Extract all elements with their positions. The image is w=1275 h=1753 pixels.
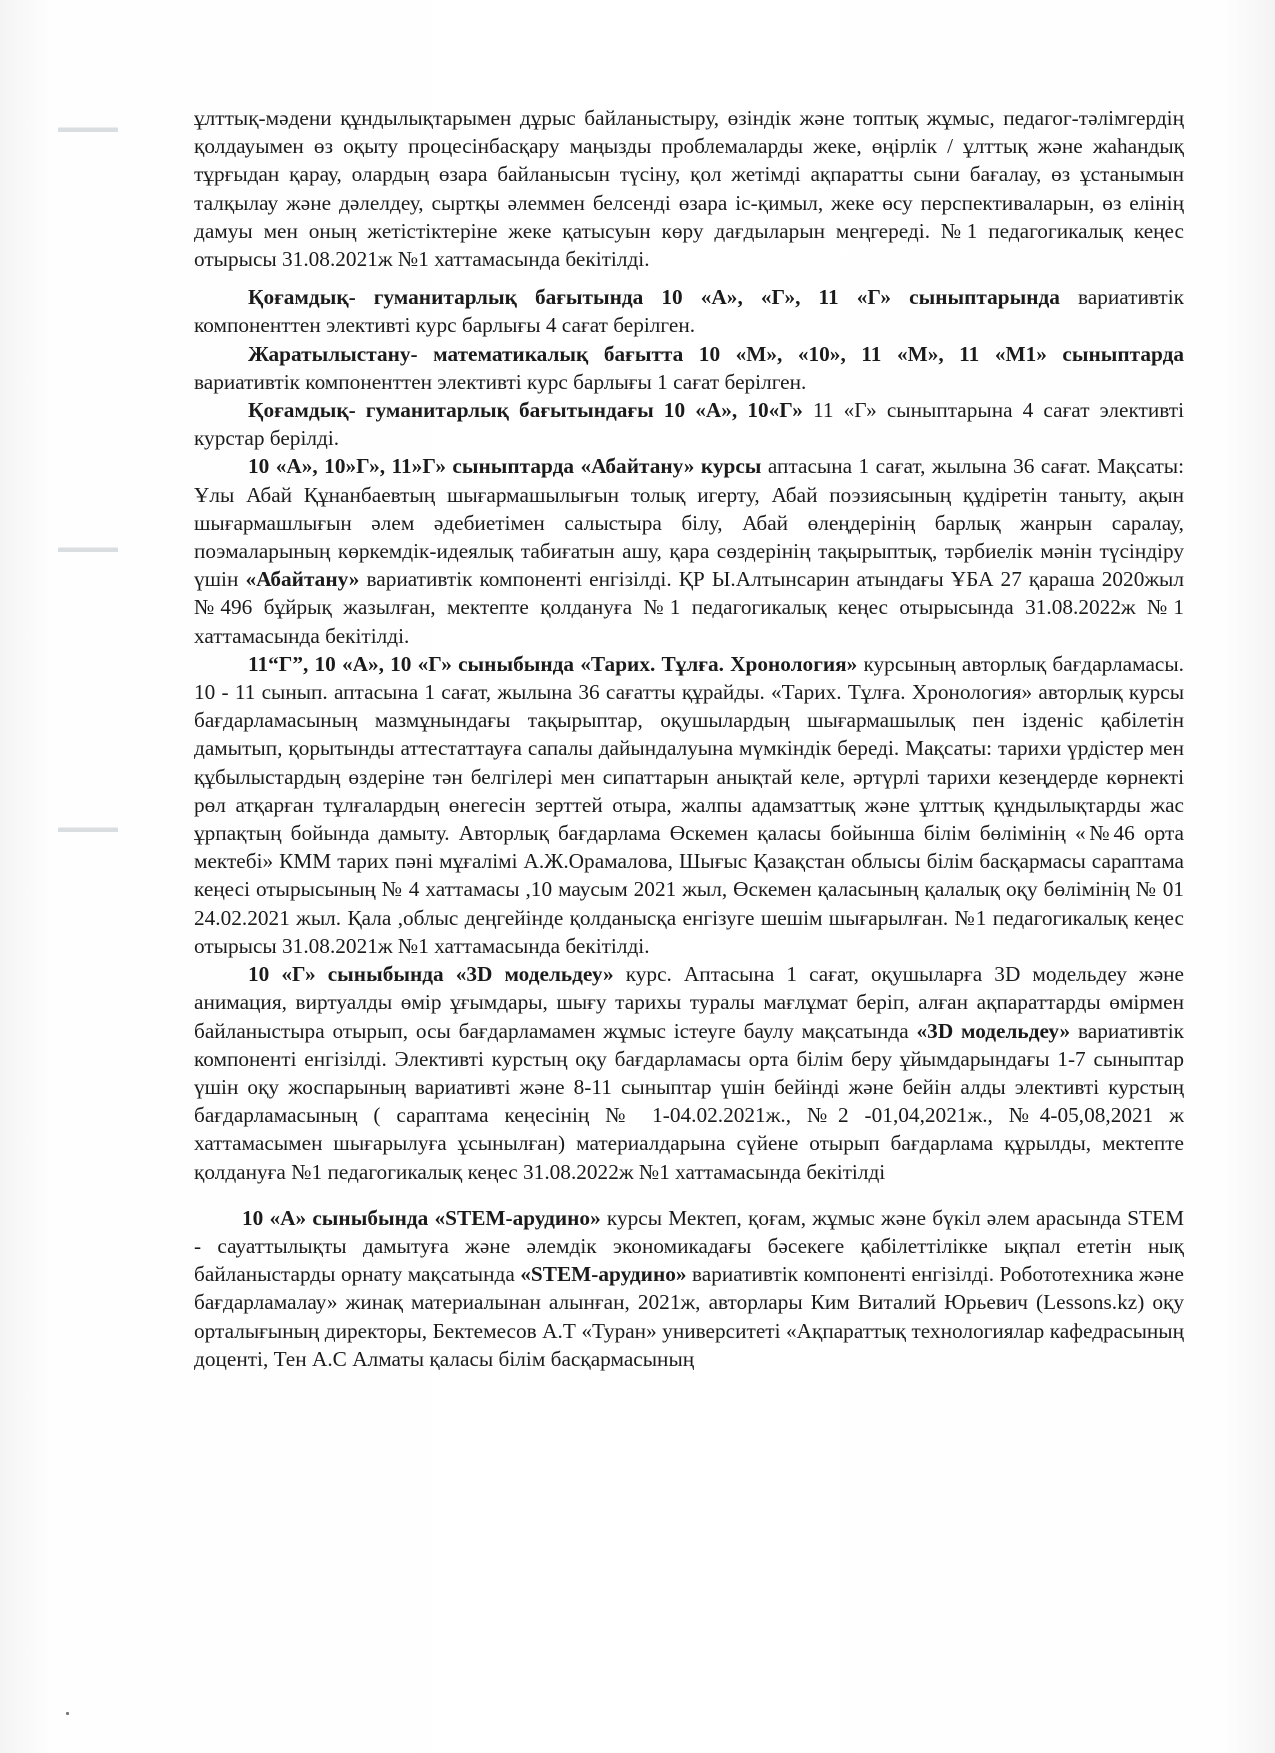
scan-speck — [66, 1712, 69, 1715]
paragraph-history-course — [194, 650, 1184, 960]
paragraph-abaitanu-course — [194, 452, 1184, 649]
paragraph-science-direction — [194, 340, 1184, 396]
text-run-bold: «3D модельдеу» — [916, 1018, 1071, 1043]
text-run: вариативтік компоненті енгізілді. Элективті курстың оқу бағдарламасы орта білім беру ұйымдарындағы 1-7 сыныптар үшін оқу жоспарының вариативті және 8-11 сыныптар үшін бейінді және бейін алды элективті курстың бағдарламасының ( сараптама кеңесінің № 1-04.02.2021ж., №2 -01,04,2021ж., №4-05,08,2021 ж хаттамасымен шығарылуға ұсынылған) материалдарына сүйене отырып бағдарлама құрылды, мектепте қолдануға №1 педагогикалық кеңес 31.08.2022ж №1 хаттамасында бекітілді — [194, 1018, 1184, 1184]
text-run: вариативтік компоненті енгізілді. ҚР Ы.Алтынсарин атындағы ҰБА 27 қараша 2020жыл №496 бұйрық жазылған, мектепте қолдануға №1 педагогикалық кеңес отырысында 31.08.2022ж №1 хаттамасында бекітілді. — [194, 567, 1184, 648]
text-run-bold: «Абайтану» — [245, 567, 360, 592]
text-run-bold: 10 «Г» сыныбында «3D модельдеу» — [248, 962, 614, 987]
bleed-through-marks: ▬▬▬▬ — [58, 120, 118, 136]
text-run-bold: Жаратылыстану- математикалық бағытта 10 «М», «10», 11 «М», 11 «М1» сыныптарда — [248, 341, 1184, 366]
paragraph-stem-arduino-course — [194, 1204, 1184, 1373]
text-run: вариативтік компоненті енгізілді. Робототехника және бағдарламалау» жинақ материалынан алынған, 2021ж, авторлары Ким Виталий Юрьевич (Lessons.kz) оқу орталығының директоры, Бектемесов А.Т «Туран» университеті «Ақпараттық технологиялар кафедрасының доценті, Тен А.С Алматы қаласы білім басқармасының — [194, 1262, 1185, 1371]
text-run: аптасына 1 сағат, жылына 36 сағат. Мақсаты: Ұлы Абай Құнанбаевтың шығармашылығын толық игерту, Абай поэзиясының құдіретін таныту, ақын шығармашлығын әлем әдебиетімен салыстыра білу, Абай өлеңдерінің барлық жанрын саралау, поэмаларының көркемдік-идеялық табиғатын ашу, қара сөздерінің тақырыптық, тәрбиелік мәнін түсіндіру үшін — [194, 454, 1184, 592]
text-run-bold: 10 «А», 10»Г», 11»Г» сыныптарда «Абайтану» курсы — [248, 454, 762, 479]
text-run: вариативтік компоненттен элективті курс барлығы 1 сағат берілген. — [194, 369, 807, 394]
bleed-through-marks: ▬▬▬▬ — [58, 820, 118, 836]
text-run: ұлттық-мәдени құндылықтарымен дұрыс байланыстыру, өзіндік және топтық жұмыс, педагог-тәлімгердің қолдауымен өз оқыту процесінбасқару маңызды проблемаларды жеке, өңірлік / ұлттық және жаһандық тұрғыдан қарау, олардың өзара байланысын түсіну, қол жетімді ақпаратты сыни бағалау, өз ұстанымын талқылау және дәлелдеу, сыртқы әлеммен белсенді өзара іс-қимыл, жеке өсу перспективаларын, өз елінің дамуы мен оның жетістіктеріне жеке қатысуын көру дағдыларын меңгереді. №1 педагогикалық кеңес отырысы 31.08.2021ж №1 хаттамасында бекітілді. — [194, 106, 1184, 272]
text-run-bold: 10 «А» сыныбында «STEM-арудино» — [242, 1205, 601, 1230]
text-run: курсы Мектеп, қоғам, жұмыс және бүкіл әлем арасында STEM - сауаттылықты дамытуға және әлемдік экономикадағы бәсекеге қабілеттілікке ықпал ететін нық байланыстарды орнату мақсатында — [194, 1205, 1185, 1287]
paragraph-3d-modelling-course — [194, 960, 1184, 1186]
paragraph-humanitarian-electives — [194, 396, 1184, 452]
document-body — [194, 104, 1184, 1373]
text-run-bold: Қоғамдық- гуманитарлық бағытында 10 «А», «Г», 11 «Г» сыныптарында — [248, 285, 1060, 310]
text-run-bold: Қоғамдық- гуманитарлық бағытындағы 10 «А», 10«Г» — [248, 398, 803, 423]
paragraph-continuation — [194, 104, 1184, 273]
paragraph-humanitarian-direction — [194, 283, 1184, 339]
bleed-through-marks: ▬▬▬▬ — [58, 540, 118, 556]
text-run-bold: «STEM-арудино» — [520, 1262, 687, 1287]
text-run: вариативтік компоненттен элективті курс барлығы 4 сағат берілген. — [194, 285, 1184, 338]
text-run: 11 «Г» сыныптарына 4 сағат элективті курстар берілді. — [194, 398, 1184, 451]
text-run: курсының авторлық бағдарламасы. 10 - 11 сынып. аптасына 1 сағат, жылына 36 сағатты құрайды. «Тарих. Тұлға. Хронология» авторлық курсы бағдарламасының мазмұнындағы тақырыптар, оқушылардың шығармашылық пен ізденіс қабілетін дамытып, қорытынды аттестаттауға сапалы дайындалуына мүмкіндік береді. Мақсаты: тарихи үрдістер мен құбылыстардың өздеріне тән белгілері мен сипаттарын анықтай келе, әртүрлі тарихи кезеңдерде көрнекті рөл атқарған тұлғалардың өнегесін зерттей отыра, жалпы адамзаттық және ұлттық құндылықтарды жас ұрпақтың бойында дамыту. Авторлық бағдарлама Өскемен қаласы бойынша білім бөлімінің «№46 орта мектебі» КММ тарих пәні мұғалімі А.Ж.Орамалова, Шығыс Қазақстан облысы білім басқармасы сараптама кеңесі отырысының № 4 хаттамасы ,10 маусым 2021 жыл, Өскемен қаласының қалалық оқу бөлімінің № 01 24.02.2021 жыл. Қала ,облыс деңгейінде қолданысқа енгізуге шешім шығарылған. №1 педагогикалық кеңес отырысы 31.08.2021ж №1 хаттамасында бекітілді. — [194, 651, 1184, 958]
text-run-bold: 11“Г”, 10 «А», 10 «Г» сыныбында «Тарих. Тұлға. Хронология» — [248, 651, 858, 676]
text-run: курс. Аптасына 1 сағат, оқушыларға 3D модельдеу және анимация, виртуалды өмір ұғымдары, шығу тарихы туралы мағлұмат беріп, алған ақпараттарды өмірмен байланыстыра отырып, осы бағдарламамен жұмыс істеуге баулу мақсатында — [194, 962, 1184, 1043]
